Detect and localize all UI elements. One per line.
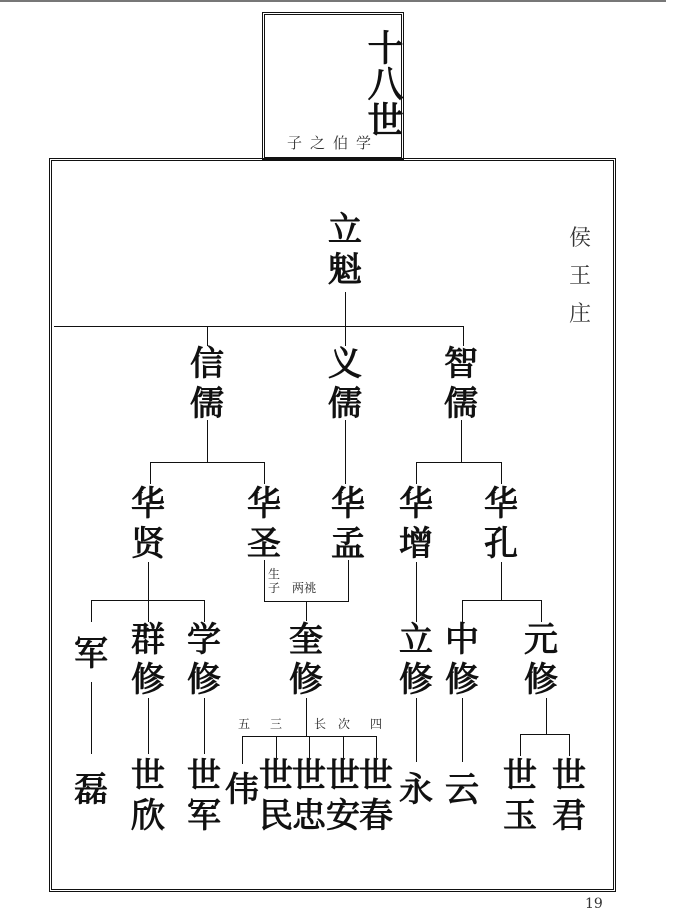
line-huameng-down	[348, 560, 349, 601]
generation-subtitle: 子之伯学	[286, 134, 379, 152]
person-shixin: 世 欣	[131, 756, 165, 836]
person-shiyu: 世 玉	[503, 756, 537, 836]
note-wu: 五	[238, 717, 251, 731]
line-zhiru-down	[461, 420, 462, 462]
line-to-shijun2	[569, 734, 570, 756]
person-jun: 军	[74, 634, 108, 674]
line-huakong-bar	[462, 600, 542, 601]
line-to-huazeng	[416, 462, 417, 484]
person-zhiru: 智 儒	[444, 344, 478, 424]
line-yiru-down	[345, 420, 346, 484]
person-shichun: 世 春	[359, 756, 393, 836]
line-zhongxiu-down	[462, 698, 463, 762]
person-shijun: 世 军	[187, 756, 221, 836]
generation-title: 十八世	[362, 29, 404, 137]
line-yuanxiu-bar	[520, 734, 570, 735]
line-xinru-down	[207, 420, 208, 462]
note-sheng: 生	[268, 567, 281, 581]
person-shijun2: 世 君	[552, 756, 586, 836]
person-yong: 永	[399, 770, 433, 810]
line-qunxiu-down	[148, 698, 149, 754]
line-to-yuanxiu	[541, 600, 542, 622]
person-lixiu: 立 修	[399, 620, 433, 700]
place-name: 侯 王 庄	[568, 226, 591, 327]
person-lei: 磊	[74, 770, 108, 810]
line-to-shizhong	[309, 736, 310, 758]
person-shian: 世 安	[326, 756, 360, 836]
line-xuexiu-down	[204, 698, 205, 754]
note-liangtiao: 两祧	[292, 581, 317, 595]
line-to-huaxian	[150, 462, 151, 484]
person-xinru: 信 儒	[190, 344, 224, 424]
line-to-zhiru	[463, 326, 464, 346]
person-yiru: 义 儒	[328, 344, 362, 424]
note-san: 三	[270, 717, 283, 731]
title-box	[262, 12, 404, 160]
line-to-shiyu	[520, 734, 521, 756]
line-xinru-bar	[150, 462, 265, 463]
person-huasheng: 华 圣	[247, 484, 281, 564]
line-to-huasheng	[264, 462, 265, 484]
line-zhiru-bar	[416, 462, 502, 463]
person-huakong: 华 孔	[484, 484, 518, 564]
line-to-shichun	[376, 736, 377, 758]
note-zi: 子	[268, 581, 281, 595]
line-yuanxiu-down	[546, 698, 547, 734]
line-jun-down	[91, 682, 92, 754]
line-gen2-bar	[54, 326, 464, 327]
person-huameng: 华 孟	[331, 484, 365, 564]
line-to-shian	[343, 736, 344, 758]
line-root-down	[345, 292, 346, 326]
line-to-shimin	[276, 736, 277, 758]
person-huaxian: 华 贤	[131, 484, 165, 564]
line-kuixiu-down	[306, 698, 307, 736]
line-to-kuixiu	[306, 601, 307, 621]
line-to-yiru	[345, 326, 346, 346]
person-shimin: 世 民	[259, 756, 293, 836]
line-huasheng-down	[264, 560, 265, 601]
person-kuixiu: 奎 修	[289, 620, 323, 700]
line-huaxian-down	[148, 562, 149, 600]
top-rule	[0, 0, 666, 2]
note-ci: 次	[338, 717, 351, 731]
line-to-xuexiu	[204, 600, 205, 622]
person-qunxiu: 群 修	[131, 620, 165, 700]
line-to-xinru	[207, 326, 208, 346]
person-yuanxiu: 元 修	[524, 620, 558, 700]
line-to-zhongxiu	[462, 600, 463, 622]
person-wei: 伟	[225, 770, 259, 810]
line-huazeng-down	[416, 562, 417, 622]
line-to-jun	[91, 600, 92, 622]
person-xuexiu: 学 修	[187, 620, 221, 700]
person-likui: 立 魁	[328, 210, 362, 290]
person-yun: 云	[445, 770, 479, 810]
person-shizhong: 世 忠	[292, 756, 326, 836]
line-to-wei	[242, 736, 243, 764]
note-zhang: 长	[314, 717, 327, 731]
line-huakong-down	[501, 562, 502, 600]
line-to-qunxiu	[148, 600, 149, 622]
person-zhongxiu: 中 修	[445, 620, 479, 700]
page-number: 19	[585, 896, 603, 912]
line-to-huakong	[501, 462, 502, 484]
line-lixiu-down	[416, 698, 417, 762]
note-si: 四	[370, 717, 383, 731]
person-huazeng: 华 增	[399, 484, 433, 564]
